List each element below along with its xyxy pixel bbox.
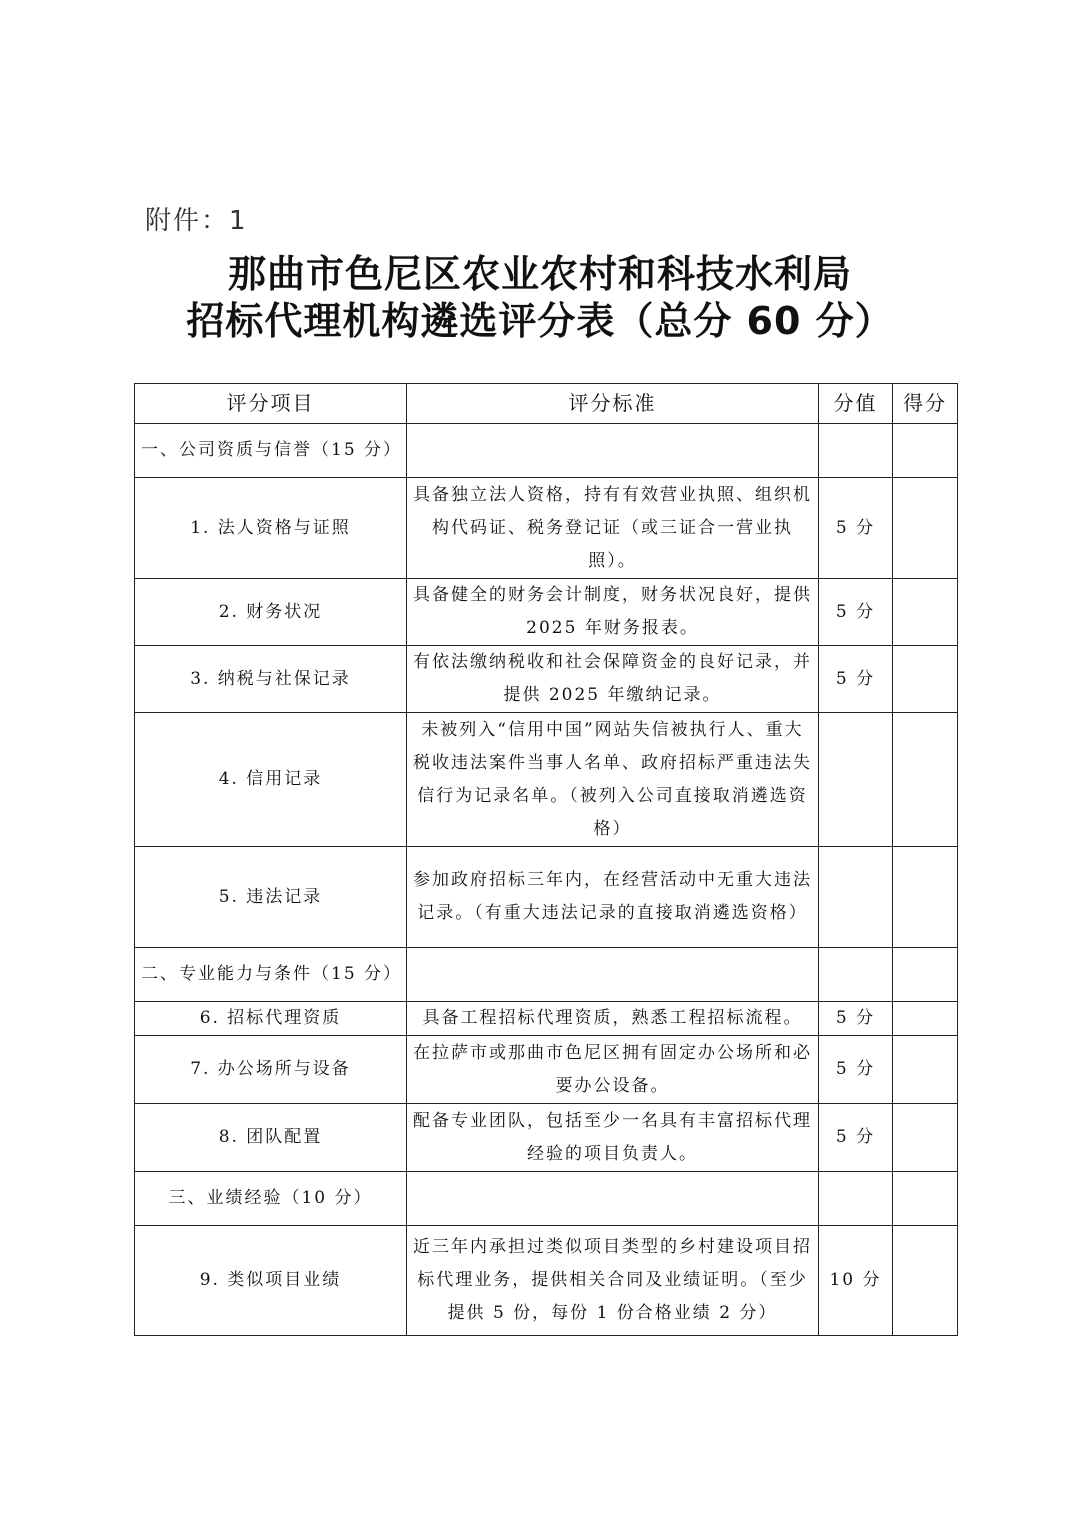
section-score-cell — [819, 424, 893, 478]
section-obtained-cell — [893, 1172, 958, 1226]
section-label: 三、业绩经验（10 分） — [135, 1172, 407, 1226]
row-standard: 有依法缴纳税收和社会保障资金的良好记录，并提供 2025 年缴纳记录。 — [407, 646, 819, 713]
row-score: 5 分 — [819, 646, 893, 713]
row-standard: 具备独立法人资格，持有有效营业执照、组织机构代码证、税务登记证（或三证合一营业执照）。 — [407, 478, 819, 579]
row-standard: 近三年内承担过类似项目类型的乡村建设项目招标代理业务，提供相关合同及业绩证明。（至少提供 5 份，每份 1 份合格业绩 2 分） — [407, 1226, 819, 1336]
section-row — [135, 424, 958, 478]
scoring-table — [134, 383, 958, 1336]
row-item: 8. 团队配置 — [135, 1104, 407, 1172]
row-item: 9. 类似项目业绩 — [135, 1226, 407, 1336]
section-row — [135, 1172, 958, 1226]
row-score: 5 分 — [819, 1104, 893, 1172]
row-obtained — [893, 646, 958, 713]
row-score — [819, 713, 893, 847]
section-score-cell — [819, 1172, 893, 1226]
row-obtained — [893, 1002, 958, 1036]
table-row — [135, 1226, 958, 1336]
row-item: 6. 招标代理资质 — [135, 1002, 407, 1036]
table-row — [135, 478, 958, 579]
table-row — [135, 579, 958, 646]
row-obtained — [893, 1226, 958, 1336]
row-item: 4. 信用记录 — [135, 713, 407, 847]
section-obtained-cell — [893, 424, 958, 478]
row-score: 5 分 — [819, 478, 893, 579]
row-item: 2. 财务状况 — [135, 579, 407, 646]
table-row — [135, 646, 958, 713]
header-obtained: 得分 — [893, 384, 958, 424]
row-item: 5. 违法记录 — [135, 847, 407, 948]
section-label: 一、公司资质与信誉（15 分） — [135, 424, 407, 478]
row-obtained — [893, 1104, 958, 1172]
section-standard-cell — [407, 1172, 819, 1226]
row-score: 10 分 — [819, 1226, 893, 1336]
row-obtained — [893, 713, 958, 847]
row-item: 3. 纳税与社保记录 — [135, 646, 407, 713]
section-obtained-cell — [893, 948, 958, 1002]
table-row — [135, 1036, 958, 1104]
table-row — [135, 847, 958, 948]
row-score — [819, 847, 893, 948]
table-row — [135, 713, 958, 847]
section-standard-cell — [407, 948, 819, 1002]
row-standard: 具备工程招标代理资质，熟悉工程招标流程。 — [407, 1002, 819, 1036]
row-item: 7. 办公场所与设备 — [135, 1036, 407, 1104]
row-standard: 未被列入“信用中国”网站失信被执行人、重大税收违法案件当事人名单、政府招标严重违法失信行为记录名单。（被列入公司直接取消遴选资格） — [407, 713, 819, 847]
header-score: 分值 — [819, 384, 893, 424]
section-label: 二、专业能力与条件（15 分） — [135, 948, 407, 1002]
attachment-label: 附件：1 — [145, 206, 248, 236]
header-item: 评分项目 — [135, 384, 407, 424]
row-standard: 参加政府招标三年内，在经营活动中无重大违法记录。（有重大违法记录的直接取消遴选资格） — [407, 847, 819, 948]
row-standard: 具备健全的财务会计制度，财务状况良好，提供 2025 年财务报表。 — [407, 579, 819, 646]
row-item: 1. 法人资格与证照 — [135, 478, 407, 579]
section-standard-cell — [407, 424, 819, 478]
row-standard: 在拉萨市或那曲市色尼区拥有固定办公场所和必要办公设备。 — [407, 1036, 819, 1104]
row-obtained — [893, 847, 958, 948]
row-score: 5 分 — [819, 579, 893, 646]
row-standard: 配备专业团队，包括至少一名具有丰富招标代理经验的项目负责人。 — [407, 1104, 819, 1172]
row-score: 5 分 — [819, 1002, 893, 1036]
row-obtained — [893, 478, 958, 579]
document-title-line-2: 招标代理机构遴选评分表（总分 60 分） — [186, 299, 894, 343]
header-standard: 评分标准 — [407, 384, 819, 424]
section-row — [135, 948, 958, 1002]
table-row — [135, 1002, 958, 1036]
row-score: 5 分 — [819, 1036, 893, 1104]
document-title-line-1: 那曲市色尼区农业农村和科技水利局 — [227, 252, 852, 296]
table-header-row — [135, 384, 958, 424]
section-score-cell — [819, 948, 893, 1002]
row-obtained — [893, 1036, 958, 1104]
table-row — [135, 1104, 958, 1172]
row-obtained — [893, 579, 958, 646]
